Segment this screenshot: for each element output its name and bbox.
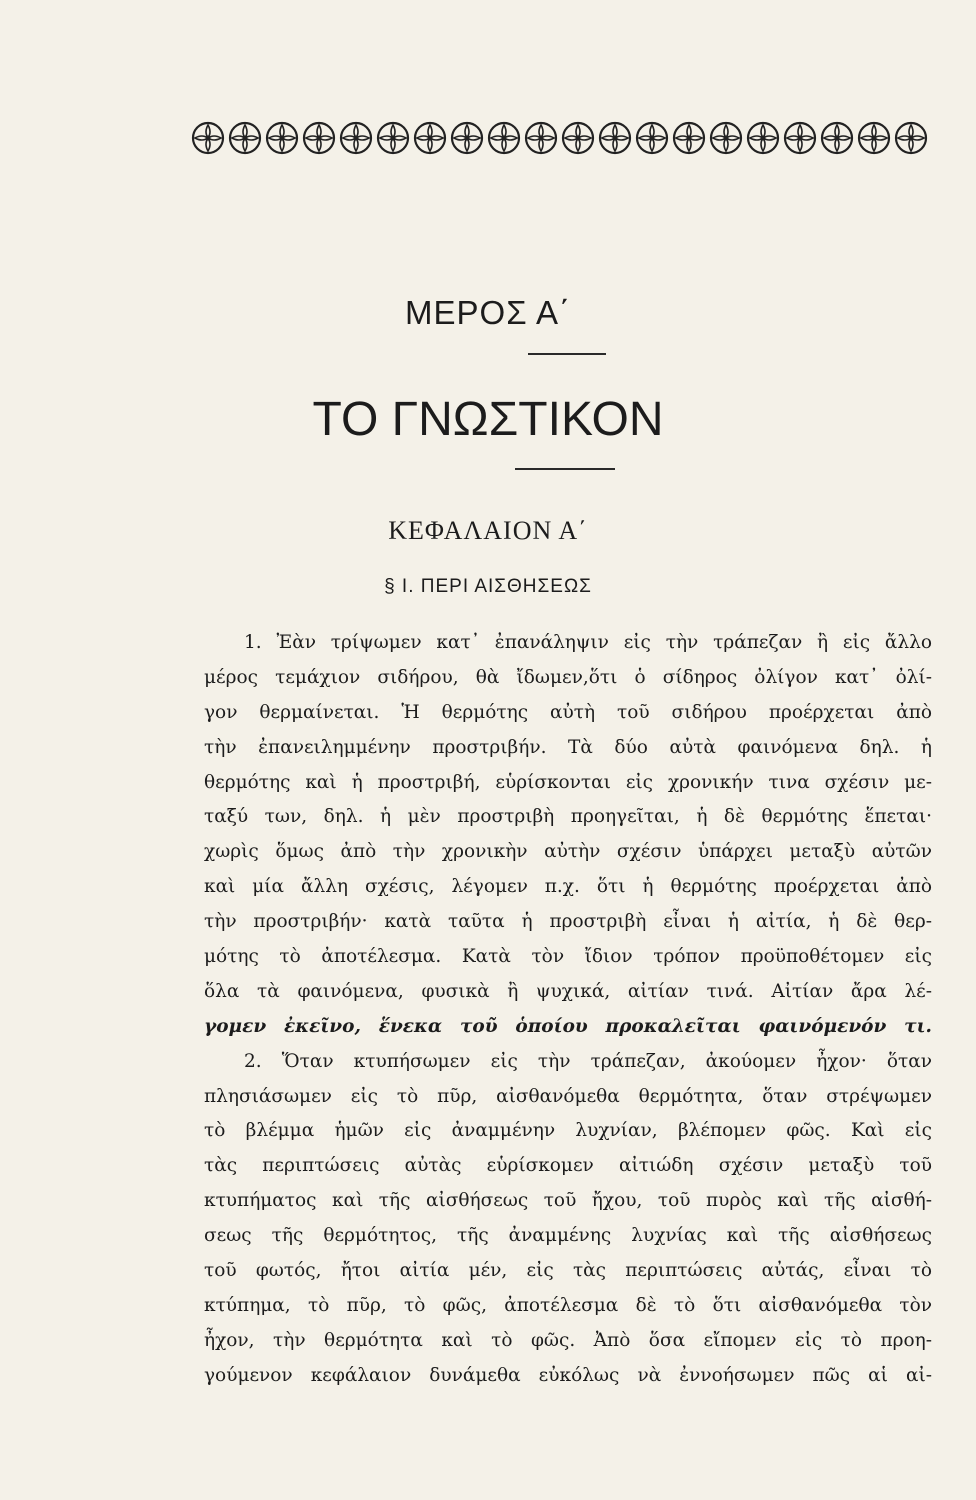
- text-line: γούμενον κεφάλαιον δυνάμεθα εὐκόλως νὰ ἐννοήσωμεν πῶς αἱ αἰ-: [204, 1364, 932, 1386]
- text-line: τὴν ἐπανειλημμένην προστριβήν. Τὰ δύο αὐτὰ φαινόμενα δηλ. ἡ: [204, 736, 932, 758]
- text-line: γομεν ἐκεῖνο, ἕνεκα τοῦ ὁποίου προκαλεῖται φαινόμενόν τι.: [204, 1015, 932, 1037]
- body-text: [204, 626, 932, 1394]
- text-line: κτύπημα, τὸ πῦρ, τὸ φῶς, ἀποτέλεσμα δὲ τὸ ὅτι αἰσθανόμεθα τὸν: [204, 1294, 932, 1316]
- text-line: χωρὶς ὅμως ἀπὸ τὴν χρονικὴν αὐτὴν σχέσιν ὑπάρχει μεταξὺ αὐτῶν: [204, 841, 932, 863]
- text-line: ὅλα τὰ φαινόμενα, φυσικὰ ἢ ψυχικά, αἰτίαν τινά. Αἰτίαν ἄρα λέ-: [204, 980, 932, 1002]
- text-line: τὸ βλέμμα ἡμῶν εἰς ἀναμμένην λυχνίαν, βλέπομεν φῶς. Καὶ εἰς: [204, 1120, 932, 1142]
- text-line: τοῦ φωτός, ἤτοι αἰτία μέν, εἰς τὰς περιπτώσεις αὐτάς, εἶναι τὸ: [204, 1260, 932, 1282]
- text-line: πλησιάσωμεν εἰς τὸ πῦρ, αἰσθανόμεθα θερμότητα, ὅταν στρέψωμεν: [204, 1085, 932, 1107]
- text-line: 1. Ἐὰν τρίψωμεν κατ᾿ ἐπανάληψιν εἰς τὴν τράπεζαν ἢ εἰς ἄλλο: [244, 632, 932, 653]
- chapter-heading: ΚΕΦΑΛΑΙΟΝ Α΄: [388, 516, 588, 545]
- text-line: μότης τὸ ἀποτέλεσμα. Κατὰ τὸν ἴδιον τρόπον προϋποθέτομεν εἰς: [204, 946, 932, 968]
- text-line: καὶ μία ἄλλη σχέσις, λέγομεν π.χ. ὅτι ἡ θερμότης προέρχεται ἀπὸ: [204, 876, 932, 898]
- part-title: ΜΕΡΟΣ Α΄: [405, 294, 571, 331]
- text-line: 2. Ὅταν κτυπήσωμεν εἰς τὴν τράπεζαν, ἀκούομεν ἦχον· ὅταν: [244, 1050, 932, 1072]
- text-line: θερμότης καὶ ἡ προστριβή, εὑρίσκονται εἰς χρονικήν τινα σχέσιν με-: [204, 771, 932, 793]
- text-line: σεως τῆς θερμότητος, τῆς ἀναμμένης λυχνίας καὶ τῆς αἰσθήσεως: [204, 1225, 932, 1247]
- text-line: γον θερμαίνεται. Ἡ θερμότης αὐτὴ τοῦ σιδήρου προέρχεται ἀπὸ: [204, 701, 932, 723]
- text-line: τὴν προστριβήν· κατὰ ταῦτα ἡ προστριβὴ εἶναι ἡ αἰτία, ἡ δὲ θερ-: [204, 911, 932, 933]
- text-line: τὰς περιπτώσεις αὐτὰς εὑρίσκομεν αἰτιώδη σχέσιν μεταξὺ τοῦ: [204, 1155, 932, 1177]
- page-title: ΤΟ ΓΝΩΣΤΙΚΟΝ: [312, 393, 664, 446]
- text-line: μέρος τεμάχιον σιδήρου, θὰ ἴδωμεν,ὅτι ὁ σίδηρος ὀλίγον κατ᾿ ὀλί-: [204, 666, 932, 688]
- divider: [515, 468, 615, 470]
- section-heading: § Ι. ΠΕΡΙ ΑΙΣΘΗΣΕΩΣ: [384, 576, 592, 597]
- text-line: ταξύ των, δηλ. ἡ μὲν προστριβὴ προηγεῖται, ἡ δὲ θερμότης ἕπεται·: [204, 806, 932, 828]
- text-line: ἦχον, τὴν θερμότητα καὶ τὸ φῶς. Ἀπὸ ὅσα εἴπομεν εἰς τὸ προη-: [204, 1329, 932, 1351]
- text-line: κτυπήματος καὶ τῆς αἰσθήσεως τοῦ ἤχου, τοῦ πυρὸς καὶ τῆς αἰσθή-: [204, 1190, 932, 1212]
- divider: [528, 353, 606, 355]
- ornament-border: [190, 120, 930, 156]
